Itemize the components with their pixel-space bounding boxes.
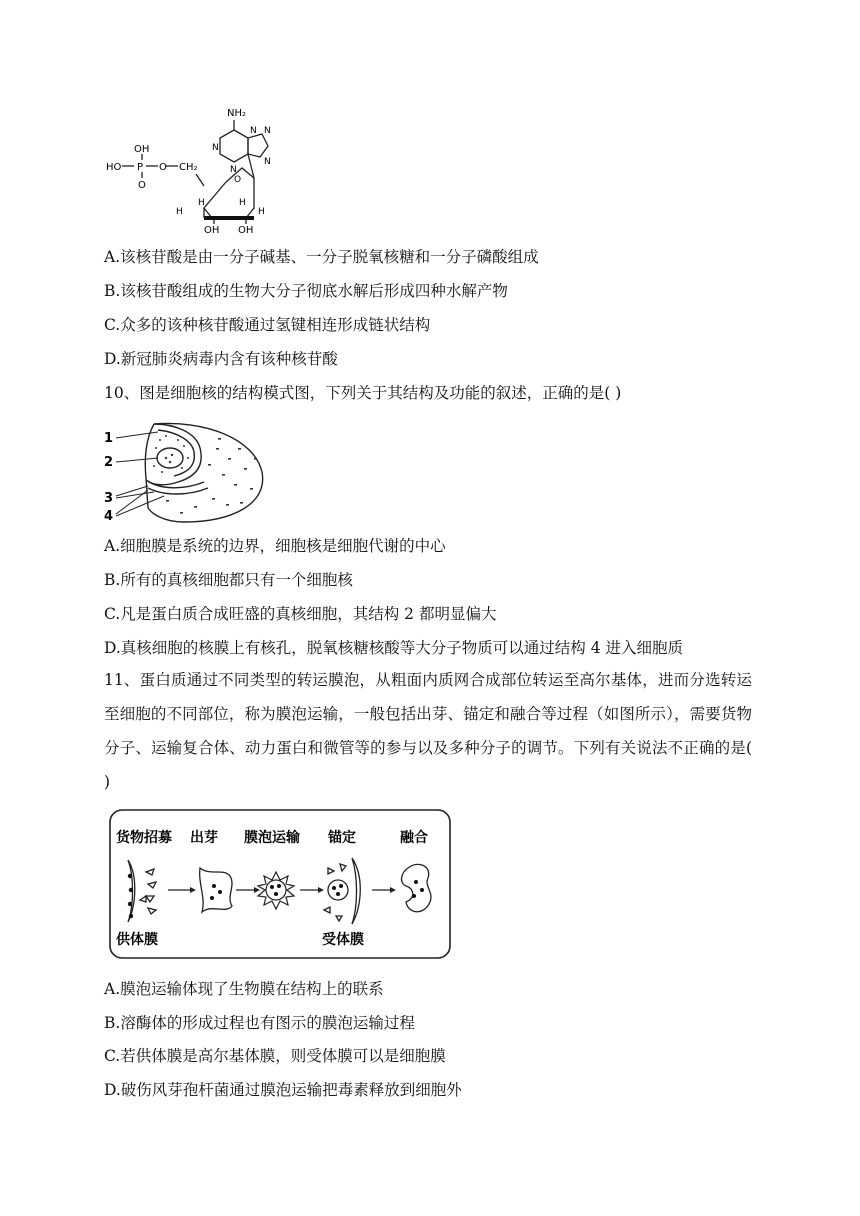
label-2: 2 [104,455,114,470]
label-1: 1 [104,431,114,446]
q9-option-b: B.该核苷酸组成的生物大分子彻底水解后形成四种水解产物 [104,282,508,300]
step-budding: 出芽 [190,830,218,846]
atom-n: N [264,126,271,136]
step-cargo-recruitment: 货物招募 [116,830,172,846]
q11-stem: 11、蛋白质通过不同类型的转运膜泡，从粗面内质网合成部位转运至高尔基体，进而分选转运至细胞的不同部位，称为膜泡运输，一般包括出芽、锚定和融合等过程（如图所示），需要货物分子、运输复合体、动力蛋白和微管等的参与以及多种分子的调节。下列有关说法不正确的是( ) [104,671,752,791]
step-vesicle-transport: 膜泡运输 [244,830,300,846]
atom-oh: OH [134,144,150,155]
atom-oh: OH [204,225,220,234]
vesicle-transport-figure [106,806,456,962]
atom-nh2: NH₂ [227,108,247,119]
atom-n: N [250,126,257,136]
q11-option-a: A.膜泡运输体现了生物膜在结构上的联系 [104,980,384,998]
nucleotide-structure-figure [104,100,284,234]
atom-h: H [239,198,246,208]
q9-option-d: D.新冠肺炎病毒内含有该种核苷酸 [104,350,338,368]
atom-h: H [176,207,183,217]
q10-option-a: A.细胞膜是系统的边界，细胞核是细胞代谢的中心 [104,537,446,555]
atom-o: O [234,175,242,185]
atom-h: H [258,207,265,217]
q11-option-c: C.若供体膜是高尔基体膜，则受体膜可以是细胞膜 [104,1047,446,1065]
atom-oh: OH [238,225,254,234]
q9-option-a: A.该核苷酸是由一分子碱基、一分子脱氧核糖和一分子磷酸组成 [104,248,539,266]
atom-n: N [230,165,237,175]
atom-n: N [212,143,219,153]
acceptor-membrane-label: 受体膜 [322,932,364,948]
q10-option-d: D.真核细胞的核膜上有核孔，脱氧核糖核酸等大分子物质可以通过结构 4 进入细胞质 [104,639,684,657]
q11-option-d: D.破伤风芽孢杆菌通过膜泡运输把毒素释放到细胞外 [104,1081,462,1099]
atom-n: N [264,157,271,167]
label-4: 4 [104,509,114,524]
label-3: 3 [104,491,114,506]
step-fusion: 融合 [400,830,428,846]
atom-o: O [138,180,146,191]
atom-o: O [159,162,167,173]
atom-ch2: CH₂ [179,162,198,173]
q9-option-c: C.众多的该种核苷酸通过氢键相连形成链状结构 [104,316,431,334]
atom-p: P [137,162,144,173]
q10-option-b: B.所有的真核细胞都只有一个细胞核 [104,571,353,589]
step-anchoring: 锚定 [328,830,356,846]
atom-ho: HO [106,162,122,173]
cell-nucleus-figure [104,418,274,526]
atom-h: H [198,198,205,208]
q10-option-c: C.凡是蛋白质合成旺盛的真核细胞，其结构 2 都明显偏大 [104,605,497,623]
q11-option-b: B.溶酶体的形成过程也有图示的膜泡运输过程 [104,1014,415,1032]
donor-membrane-label: 供体膜 [116,932,158,948]
q10-stem: 10、图是细胞核的结构模式图，下列关于其结构及功能的叙述，正确的是( ) [104,384,622,402]
